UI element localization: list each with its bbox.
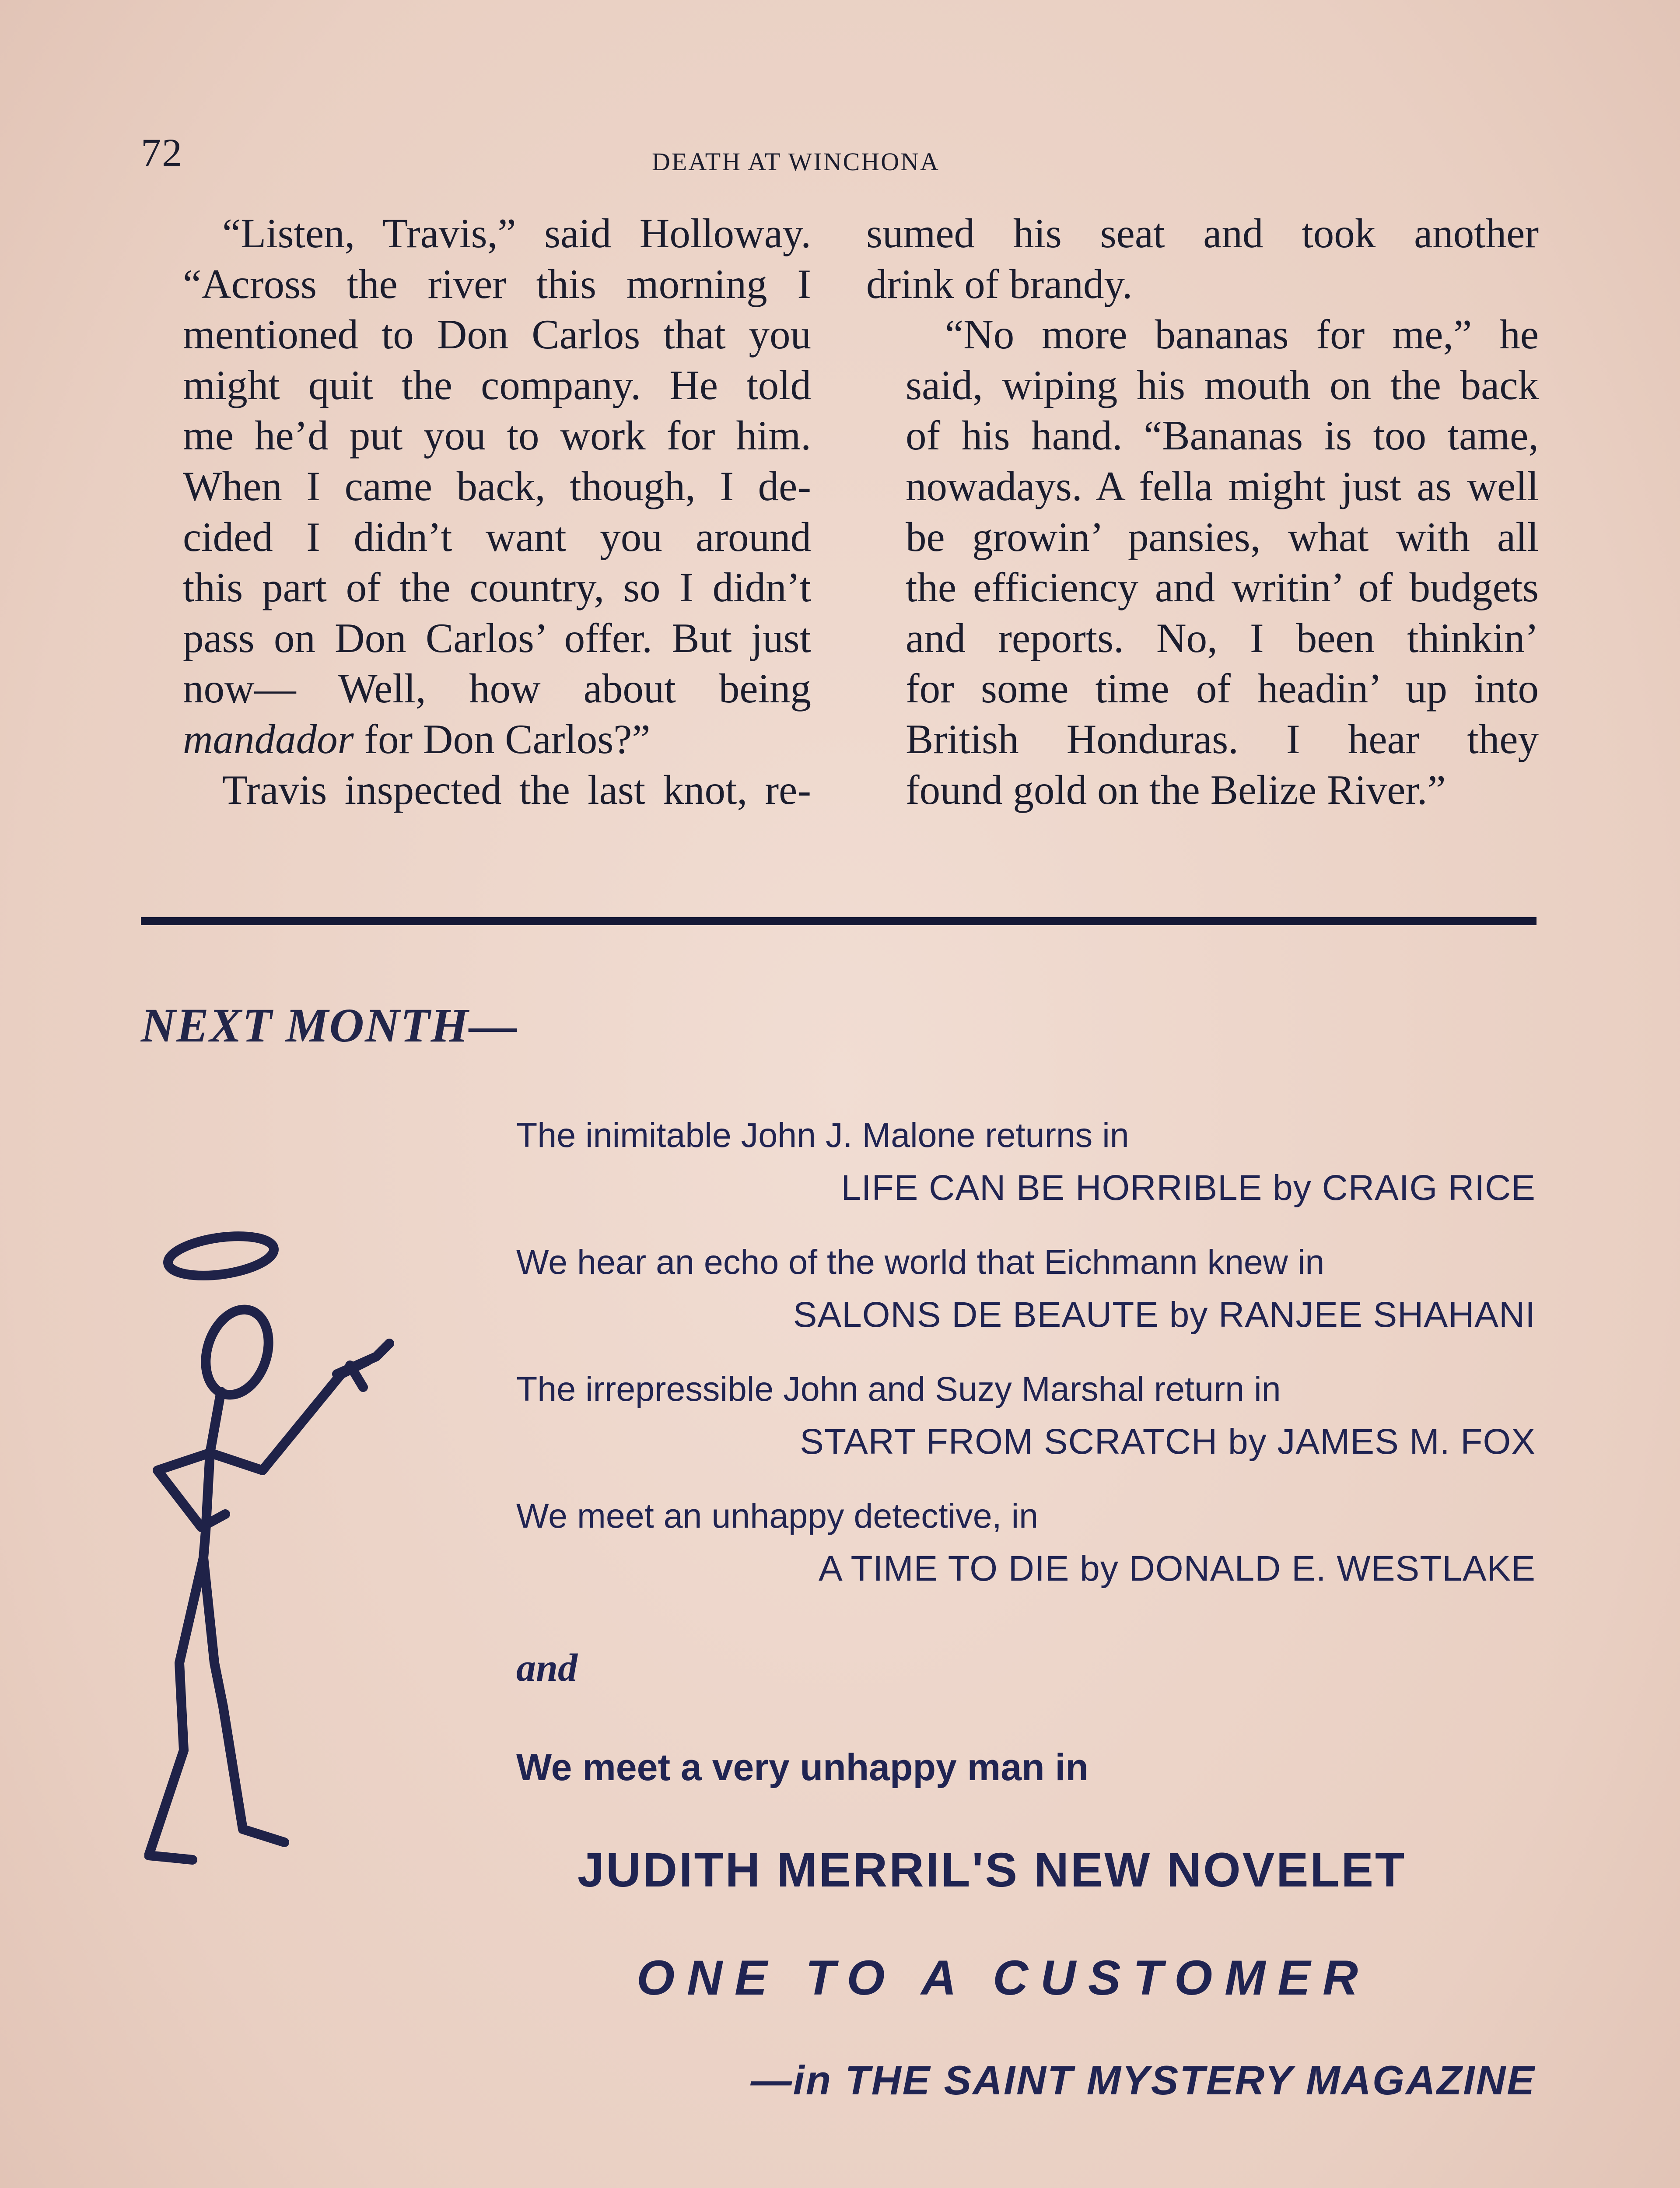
saint-stickman-icon [144,1225,459,1890]
paragraph [866,309,1539,815]
feature-title: ONE TO A CUSTOMER [637,1950,1370,2005]
text-line: and reports. No, I been thinkin’ [906,614,1539,661]
text-line: When I came back, though, I de- [183,463,811,509]
text-line: nowadays. A fella might just as well [906,463,1539,509]
text-line: sumed his seat and took another [866,210,1539,256]
italic-word: mandador [183,715,354,762]
announcement-title: SALONS DE BEAUTE by RANJEE SHAHANI [793,1295,1536,1335]
announcement-title: A TIME TO DIE by DONALD E. WESTLAKE [818,1549,1536,1588]
feature-novelet-line: JUDITH MERRIL'S NEW NOVELET [578,1843,1407,1897]
text-line: said, wiping his mouth on the back [906,361,1539,408]
text-line: cided I didn’t want you around [183,513,811,560]
text-line: the efficiency and writin’ of budgets [906,564,1539,611]
text-line-italic-start: mandador for Don Carlos?” [183,715,651,762]
announcement-title: START FROM SCRATCH by JAMES M. FOX [800,1422,1536,1462]
story-column-right [866,208,1539,815]
text-line: British Honduras. I hear they [906,715,1539,762]
running-head: DEATH AT WINCHONA [652,147,940,176]
text-line: Travis inspected the last knot, re- [222,766,811,813]
text-line: be growin’ pansies, what with all [906,513,1539,560]
text-line: mentioned to Don Carlos that you [183,311,811,358]
announcement-intro: We hear an echo of the world that Eichmann knew in [516,1242,1325,1281]
story-column-left [144,208,811,815]
announcement-intro: The irrepressible John and Suzy Marshal return in [516,1369,1281,1408]
text-line: drink of brandy. [866,260,1133,307]
page-number: 72 [141,130,183,175]
section-divider [141,917,1536,925]
announcement-title: LIFE CAN BE HORRIBLE by CRAIG RICE [841,1168,1536,1208]
paragraph [866,208,1539,309]
text-line: “No more bananas for me,” he [945,311,1539,358]
announcement-intro: The inimitable John J. Malone returns in [516,1115,1129,1154]
next-month-heading: NEXT MONTH— [141,999,518,1052]
paragraph [144,208,811,765]
text-line: “Listen, Travis,” said Holloway. [222,210,811,256]
paragraph [144,765,811,816]
text-line: might quit the company. He told [183,361,811,408]
text-line: me he’d put you to work for him. [183,412,811,459]
text-line: pass on Don Carlos’ offer. But just [183,614,811,661]
text-line: now— Well, how about being [183,665,811,712]
text-line: “Across the river this morning I [183,260,811,307]
text-line: this part of the country, so I didn’t [183,564,811,611]
text-line: of his hand. “Bananas is too tame, [906,412,1539,459]
announcement-intro: We meet an unhappy detective, in [516,1496,1039,1535]
feature-intro: We meet a very unhappy man in [516,1746,1088,1788]
magazine-name-line: —in THE SAINT MYSTERY MAGAZINE [750,2057,1536,2103]
text-line: found gold on the Belize River.” [906,766,1446,813]
text-line: for some time of headin’ up into [906,665,1539,712]
and-word: and [516,1646,578,1690]
